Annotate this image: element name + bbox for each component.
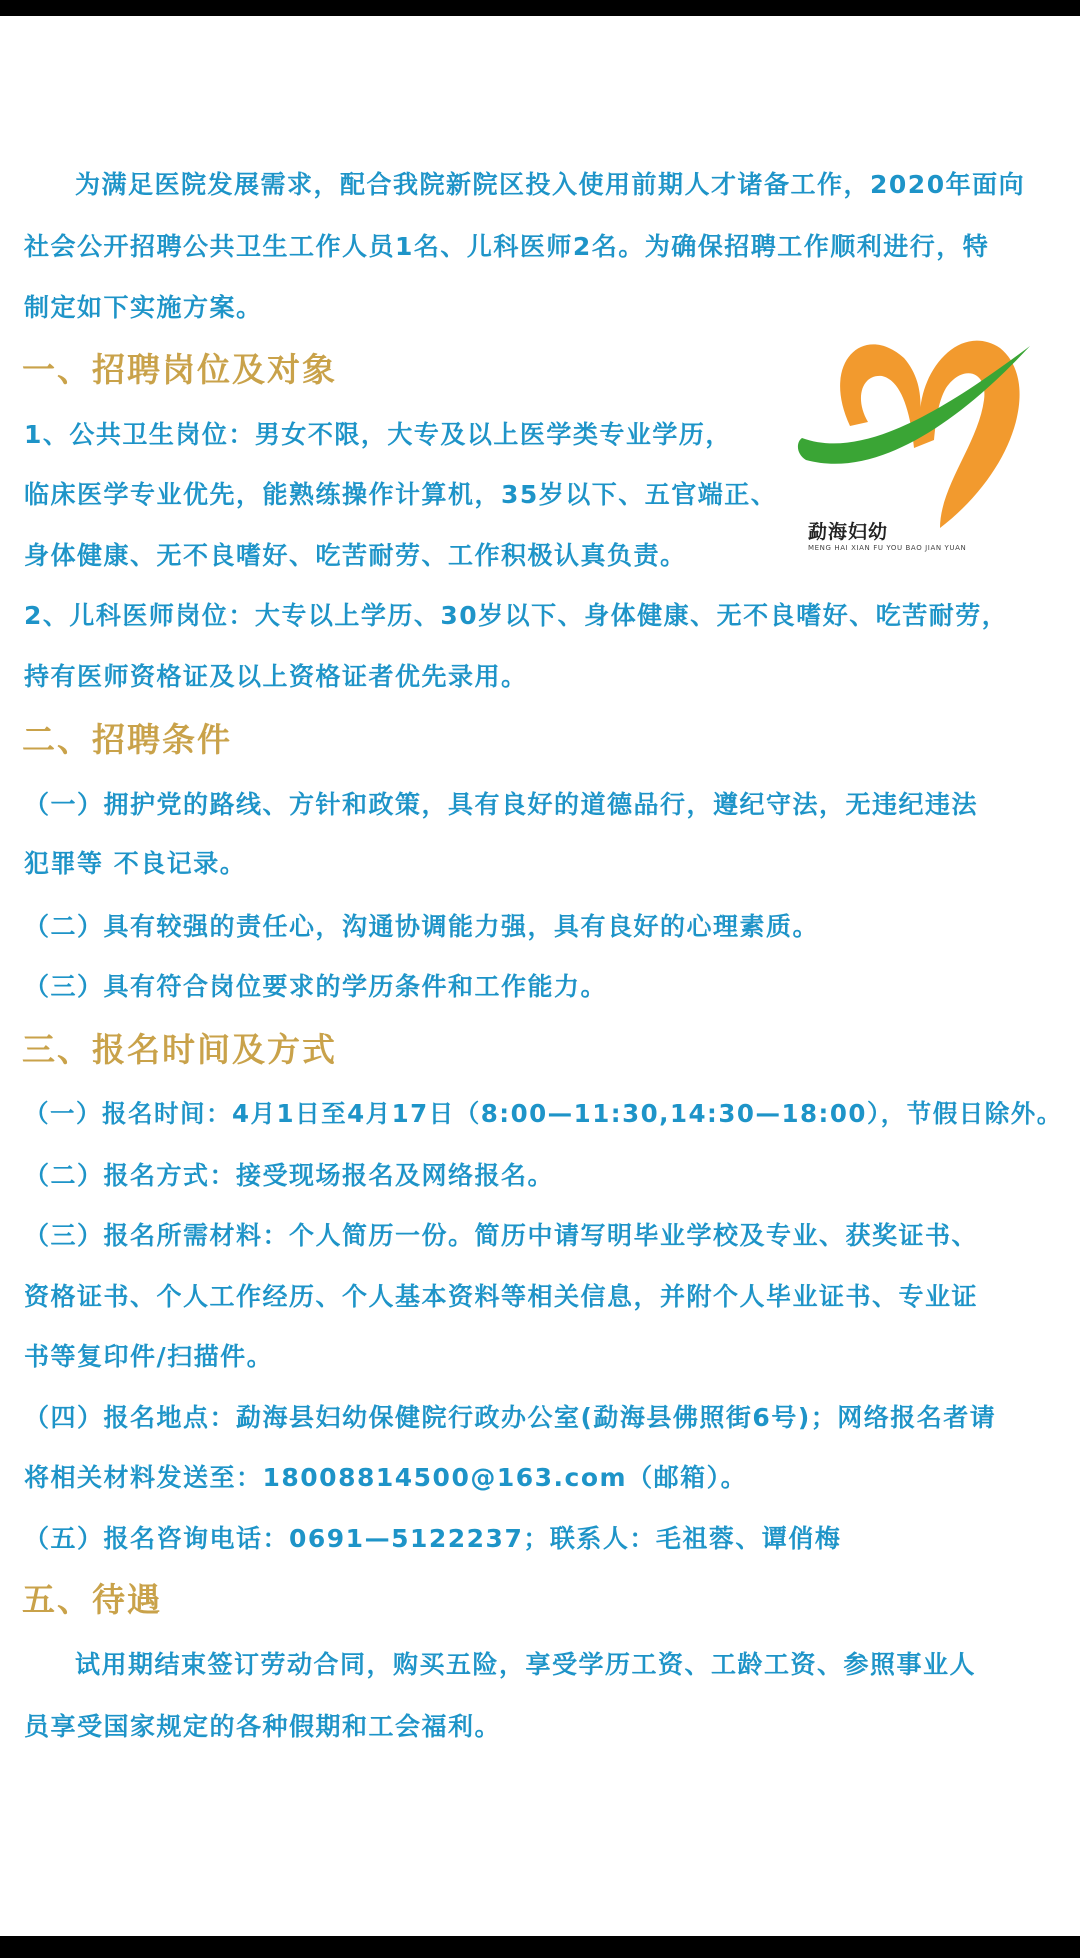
section-3-line-8: （五）报名咨询电话：0691—5122237；联系人：毛祖蓉、谭俏梅 (24, 1524, 842, 1553)
section-2-line-3: （二）具有较强的责任心，沟通协调能力强，具有良好的心理素质。 (24, 912, 820, 941)
bottom-navigation-bar (0, 1936, 1080, 1958)
section-3-line-5: 书等复印件/扫描件。 (24, 1342, 274, 1371)
section-1-line-5: 持有医师资格证及以上资格证者优先录用。 (24, 662, 528, 691)
section-3-line-6: （四）报名地点：勐海县妇幼保健院行政办公室(勐海县佛照街6号)；网络报名者请 (24, 1403, 997, 1432)
section-1-heading: 一、招聘岗位及对象 (22, 350, 337, 389)
section-5-line-1: 试用期结束签订劳动合同，购买五险，享受学历工资、工龄工资、参照事业人 (75, 1650, 977, 1679)
section-3-line-4: 资格证书、个人工作经历、个人基本资料等相关信息，并附个人毕业证书、专业证 (24, 1282, 979, 1311)
section-3-line-7: 将相关材料发送至：18008814500@163.com（邮箱）。 (24, 1463, 748, 1492)
logo-heart-shape (840, 341, 1019, 528)
logo-name-en: MENG HAI XIAN FU YOU BAO JIAN YUAN (808, 544, 967, 552)
section-2-line-1: （一）拥护党的路线、方针和政策，具有良好的道德品行，遵纪守法，无违纪违法 (24, 790, 979, 819)
section-2-line-2: 犯罪等 不良记录。 (24, 849, 247, 878)
section-1-line-4: 2、儿科医师岗位：大专以上学历、30岁以下、身体健康、无不良嗜好、吃苦耐劳， (24, 601, 1009, 630)
intro-line-3: 制定如下实施方案。 (24, 293, 263, 322)
intro-line-2: 社会公开招聘公共卫生工作人员1名、儿科医师2名。为确保招聘工作顺利进行，特 (24, 232, 990, 261)
logo-name-cn: 勐海妇幼 (808, 521, 889, 543)
section-3-line-3: （三）报名所需材料：个人简历一份。简历中请写明毕业学校及专业、获奖证书、 (24, 1221, 979, 1250)
section-1-line-3: 身体健康、无不良嗜好、吃苦耐劳、工作积极认真负责。 (24, 541, 687, 570)
section-3-line-2: （二）报名方式：接受现场报名及网络报名。 (24, 1161, 555, 1190)
section-3-line-1: （一）报名时间：4月1日至4月17日（8:00—11:30,14:30—18:00），节假日除外。 (24, 1099, 1063, 1128)
section-5-heading: 五、待遇 (22, 1580, 162, 1619)
section-1-line-2: 临床医学专业优先，能熟练操作计算机，35岁以下、五官端正、 (24, 480, 778, 509)
section-3-heading: 三、报名时间及方式 (22, 1030, 337, 1069)
section-5-line-2: 员享受国家规定的各种假期和工会福利。 (24, 1712, 502, 1741)
section-2-heading: 二、招聘条件 (22, 720, 232, 759)
intro-line-1: 为满足医院发展需求，配合我院新院区投入使用前期人才诸备工作，2020年面向 (75, 170, 1026, 199)
section-2-line-4: （三）具有符合岗位要求的学历条件和工作能力。 (24, 972, 608, 1001)
section-1-line-1: 1、公共卫生岗位：男女不限，大专及以上医学类专业学历， (24, 420, 732, 449)
